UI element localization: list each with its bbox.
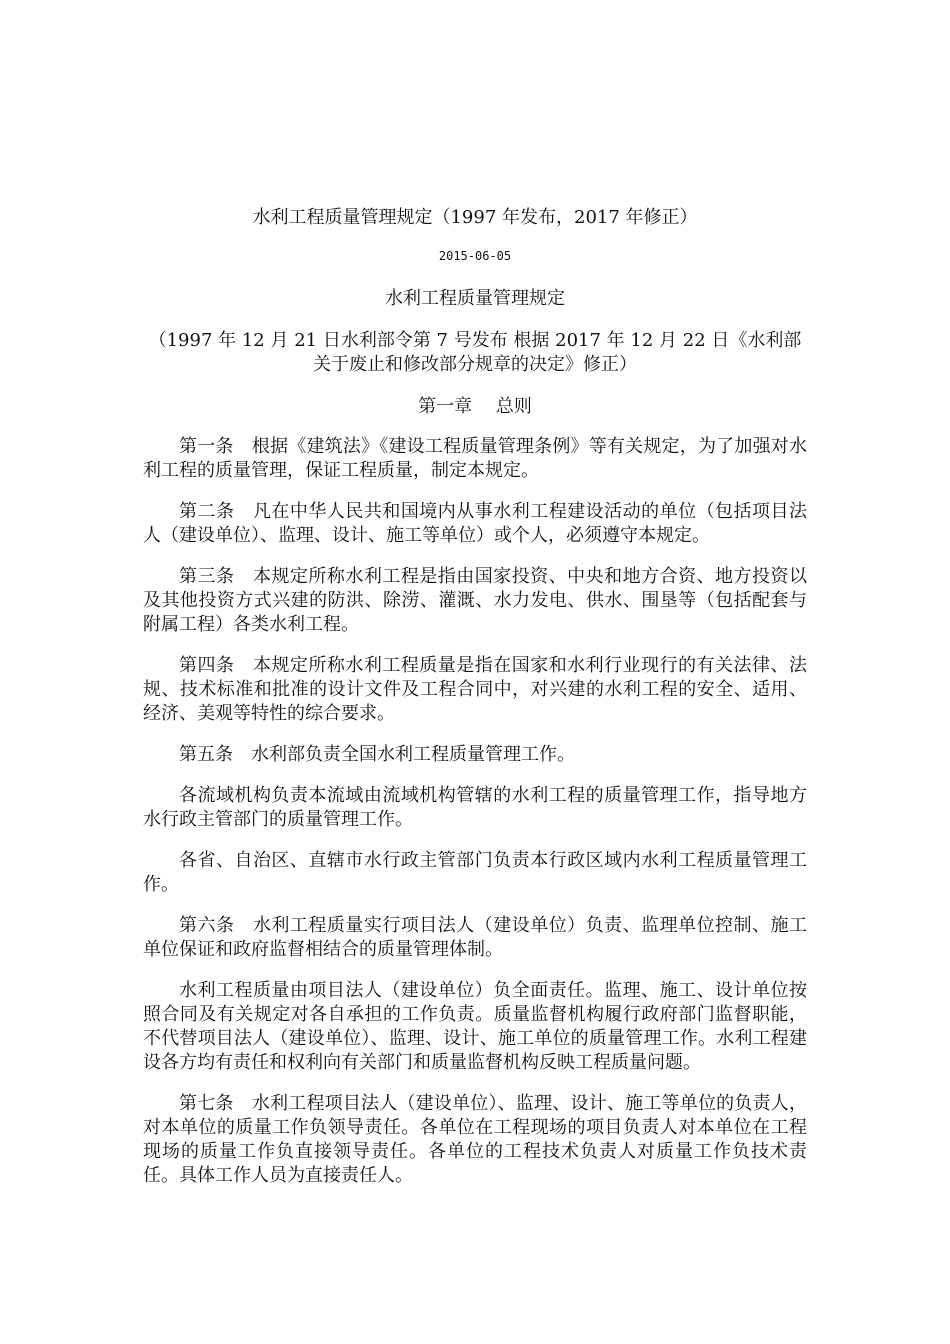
- article-6-paragraph: 第六条 水利工程质量实行项目法人（建设单位）负责、监理单位控制、施工单位保证和政府监督相结合的质量管理体制。: [143, 915, 807, 960]
- article-5-paragraph-3: 各省、自治区、直辖市水行政主管部门负责本行政区域内水利工程质量管理工作。: [143, 850, 807, 895]
- document-title: 水利工程质量管理规定（1997 年发布，2017 年修正）: [252, 207, 698, 228]
- article-2-paragraph: 第二条 凡在中华人民共和国境内从事水利工程建设活动的单位（包括项目法人（建设单位）、监理、设计、施工等单位）或个人，必须遵守本规定。: [143, 501, 807, 546]
- article-1-paragraph: 第一条 根据《建筑法》《建设工程质量管理条例》等有关规定，为了加强对水利工程的质量管理，保证工程质量，制定本规定。: [143, 436, 807, 481]
- chapter-heading: 第一章 总则: [418, 396, 532, 417]
- article-5-paragraph: 第五条 水利部负责全国水利工程质量管理工作。: [179, 744, 575, 765]
- document-body: [143, 435, 807, 1205]
- document-date: 2015-06-05: [438, 249, 512, 263]
- article-4-paragraph: 第四条 本规定所称水利工程质量是指在国家和水利行业现行的有关法律、法规、技术标准和批准的设计文件及工程合同中，对兴建的水利工程的安全、适用、经济、美观等特性的综合要求。: [143, 655, 807, 724]
- regulation-source-note: （1997 年 12 月 21 日水利部令第 7 号发布 根据 2017 年 12 月 22 日《水利部关于废止和修改部分规章的决定》修正）: [148, 330, 802, 375]
- article-6-paragraph-2: 水利工程质量由项目法人（建设单位）负全面责任。监理、施工、设计单位按照合同及有关规定对各自承担的工作负责。质量监督机构履行政府部门监督职能，不代替项目法人（建设单位）、监理、设计、施工单位的质量管理工作。水利工程建设各方均有责任和权利向有关部门和质量监督机构反映工程质量问题。: [143, 980, 807, 1073]
- article-3-paragraph: 第三条 本规定所称水利工程是指由国家投资、中央和地方合资、地方投资以及其他投资方式兴建的防洪、除涝、灌溉、水力发电、供水、围垦等（包括配套与附属工程）各类水利工程。: [143, 566, 807, 635]
- article-5-paragraph-2: 各流域机构负责本流域由流域机构管辖的水利工程的质量管理工作，指导地方水行政主管部门的质量管理工作。: [143, 785, 807, 830]
- regulation-title: 水利工程质量管理规定: [385, 288, 565, 309]
- article-7-paragraph: 第七条 水利工程项目法人（建设单位）、监理、设计、施工等单位的负责人，对本单位的质量工作负领导责任。各单位在工程现场的项目负责人对本单位在工程现场的质量工作负直接领导责任。各单位的工程技术负责人对质量工作负技术责任。具体工作人员为直接责任人。: [143, 1093, 807, 1186]
